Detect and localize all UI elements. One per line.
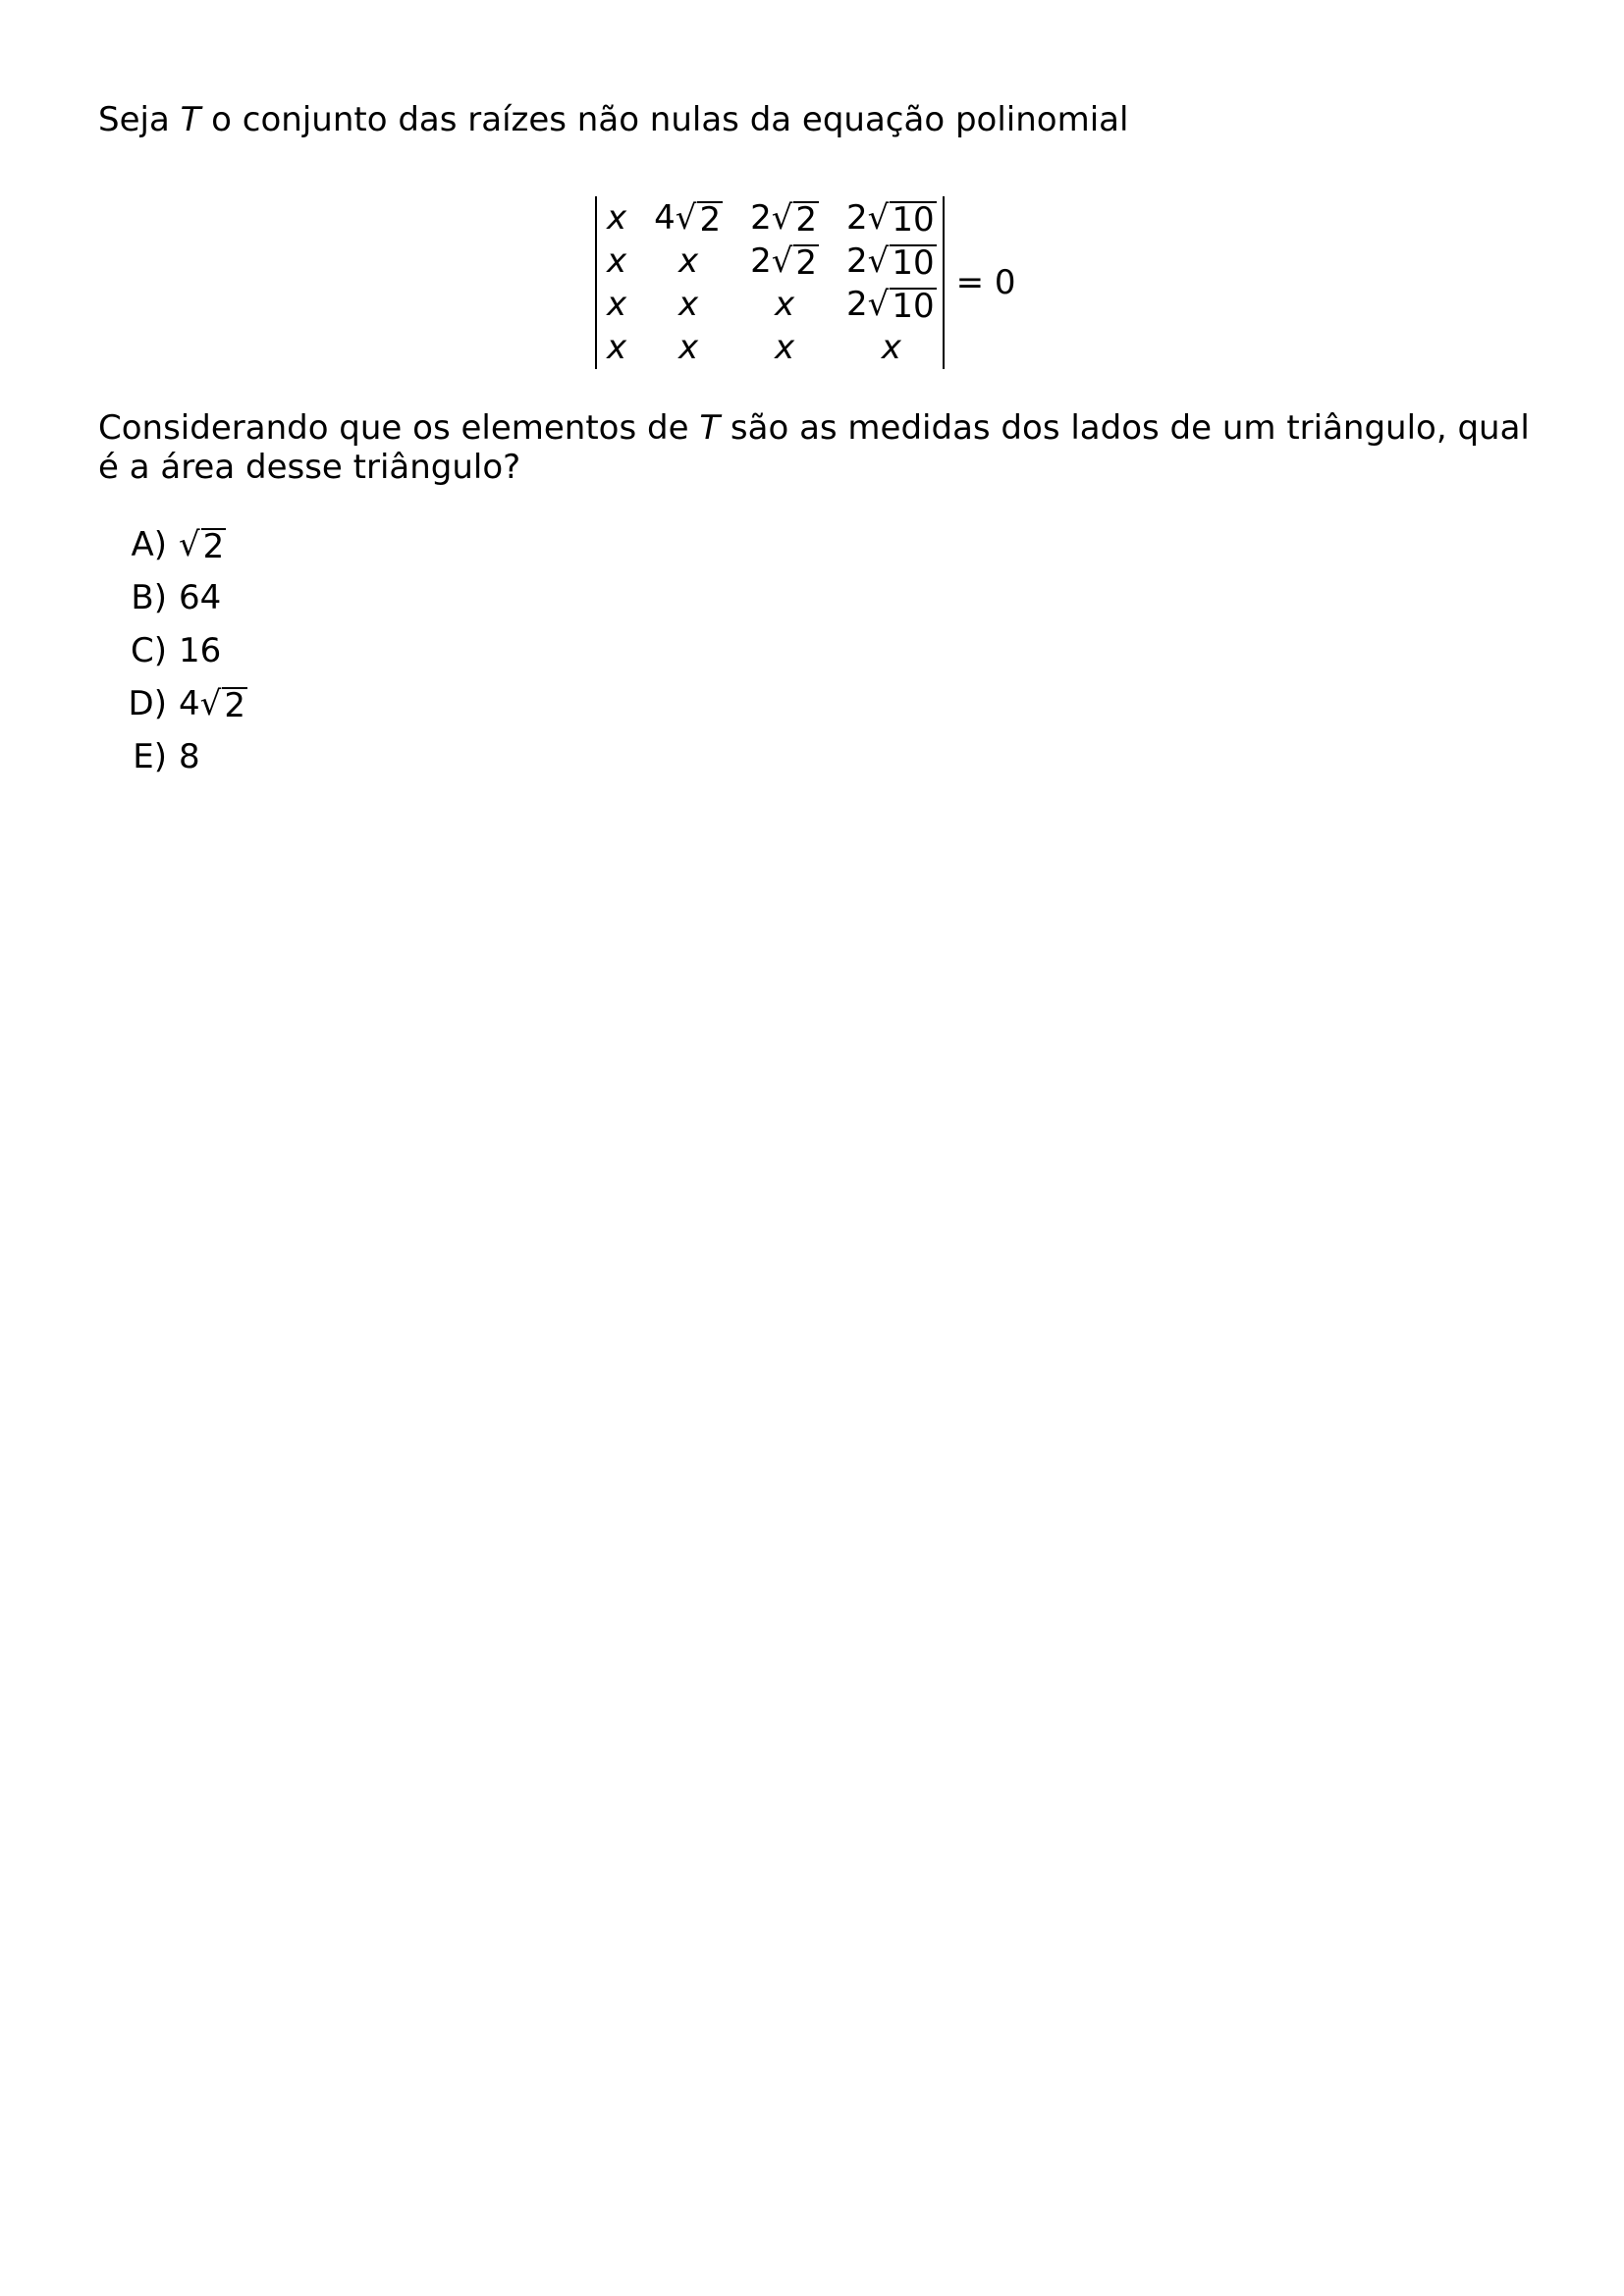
square-root: [675, 198, 723, 240]
variable-x: x: [678, 241, 699, 281]
radicand: 2: [202, 526, 225, 566]
matrix-cell: [736, 196, 833, 240]
variable-x: x: [607, 328, 627, 367]
variable-x: x: [607, 285, 627, 324]
variable-x: x: [607, 198, 627, 238]
option-c[interactable]: [126, 624, 247, 677]
radical-sign-icon: √: [199, 683, 222, 723]
option-letter: E): [133, 737, 167, 776]
matrix-cell: [736, 326, 833, 369]
matrix-row: [603, 326, 939, 369]
cell-radical-expression: [654, 198, 723, 238]
matrix-cell: [736, 283, 833, 326]
option-radical-expression: [179, 684, 247, 724]
matrix-table: [603, 196, 939, 369]
set-variable: T: [699, 408, 721, 448]
option-value: 8: [179, 737, 200, 776]
option-value: 64: [179, 578, 222, 617]
option-b[interactable]: [126, 571, 247, 624]
matrix-cell: [640, 196, 736, 240]
matrix-cell: [603, 196, 640, 240]
radicand: 10: [892, 200, 935, 240]
radicand: 2: [795, 200, 818, 240]
cell-coefficient: 2: [750, 198, 772, 238]
square-root: [771, 241, 819, 283]
option-d[interactable]: [126, 677, 247, 730]
radical-sign-icon: √: [771, 241, 793, 281]
matrix-cell: [833, 240, 939, 283]
determinant-equation: [595, 196, 1016, 369]
intro-suffix: o conjunto das raízes não nulas da equação polinomial: [200, 100, 1129, 139]
question-suffix: são as medidas dos lados de um triângulo, qual é a área desse triângulo?: [98, 408, 1541, 487]
cell-coefficient: 4: [654, 198, 676, 238]
intro-prefix: Seja: [98, 100, 181, 139]
matrix-cell: [833, 283, 939, 326]
matrix-cell: [603, 326, 640, 369]
option-coefficient: 4: [179, 683, 200, 723]
cell-coefficient: 2: [750, 241, 772, 281]
radicand: 2: [795, 243, 818, 283]
radicand: 2: [224, 685, 245, 725]
radical-sign-icon: √: [771, 198, 793, 238]
option-letter: B): [131, 578, 167, 617]
determinant-matrix: [595, 196, 945, 369]
option-letter: A): [131, 525, 167, 564]
matrix-cell: [640, 283, 736, 326]
radicand: 10: [892, 243, 935, 283]
question-text: [98, 408, 1551, 487]
matrix-row: [603, 283, 939, 326]
cell-radical-expression: [846, 285, 937, 324]
matrix-cell: [833, 196, 939, 240]
option-radical-expression: [179, 525, 226, 565]
square-root: [771, 198, 819, 240]
matrix-cell: [736, 240, 833, 283]
matrix-cell: [603, 240, 640, 283]
matrix-cell: [833, 326, 939, 369]
option-e[interactable]: [126, 730, 247, 783]
variable-x: x: [774, 285, 795, 324]
option-letter: D): [128, 684, 167, 723]
square-root: [867, 198, 937, 240]
matrix-cell: [603, 283, 640, 326]
matrix-cell: [640, 240, 736, 283]
radical-sign-icon: √: [867, 198, 890, 238]
matrix-cell: [640, 326, 736, 369]
radical-sign-icon: √: [179, 524, 200, 564]
matrix-row: [603, 196, 939, 240]
square-root: [179, 524, 226, 566]
square-root: [867, 241, 937, 283]
radicand: 2: [699, 200, 722, 240]
cell-radical-expression: [750, 198, 819, 238]
answer-options: [126, 518, 247, 783]
option-a[interactable]: [126, 518, 247, 571]
cell-coefficient: 2: [846, 285, 868, 324]
variable-x: x: [607, 241, 627, 281]
option-letter: C): [130, 631, 167, 670]
cell-radical-expression: [846, 198, 937, 238]
radical-sign-icon: √: [675, 198, 697, 238]
set-variable: T: [180, 100, 201, 139]
variable-x: x: [774, 328, 795, 367]
cell-coefficient: 2: [846, 241, 868, 281]
radical-sign-icon: √: [867, 285, 890, 324]
variable-x: x: [881, 328, 901, 367]
radicand: 10: [892, 287, 935, 326]
cell-radical-expression: [750, 241, 819, 281]
cell-coefficient: 2: [846, 198, 868, 238]
question-prefix: Considerando que os elementos de: [98, 408, 700, 448]
equation-rhs: = 0: [955, 263, 1016, 302]
cell-radical-expression: [846, 241, 937, 281]
question-intro: [98, 100, 1128, 139]
variable-x: x: [678, 285, 699, 324]
radical-sign-icon: √: [867, 241, 890, 281]
matrix-row: [603, 240, 939, 283]
variable-x: x: [678, 328, 699, 367]
square-root: [867, 285, 937, 326]
square-root: [199, 683, 247, 725]
option-value: 16: [179, 631, 222, 670]
